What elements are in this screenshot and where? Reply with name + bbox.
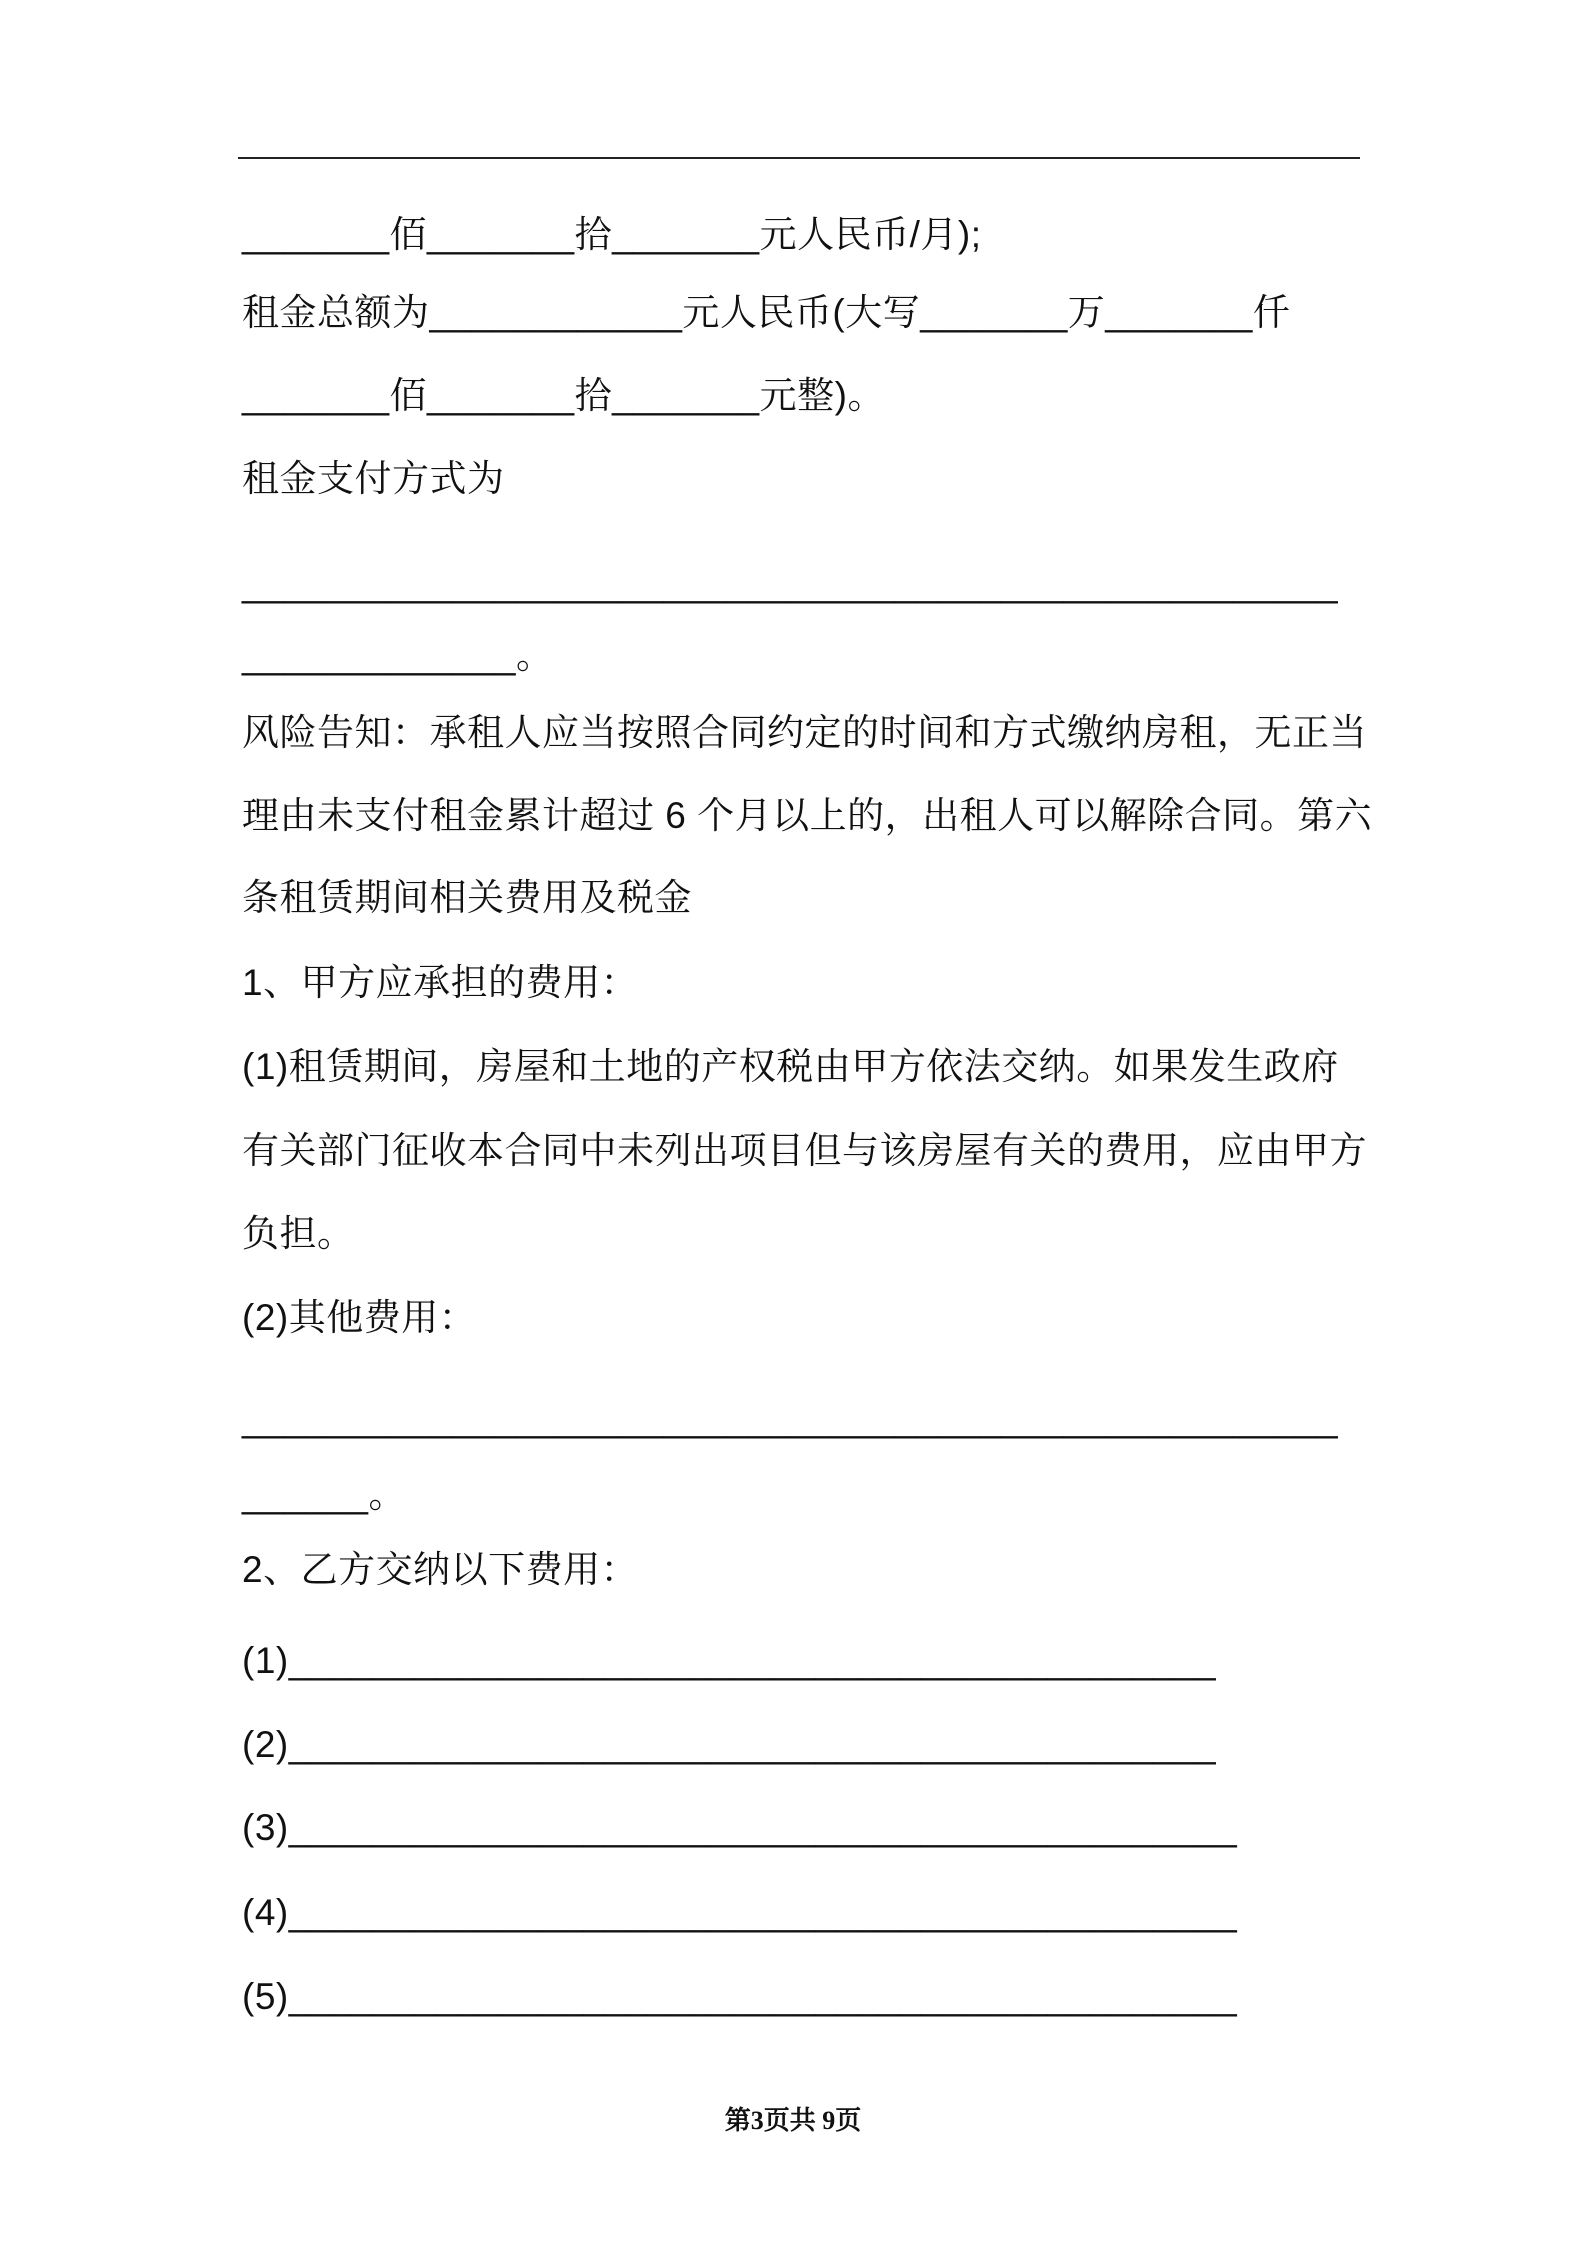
text-line: (1)租赁期间，房屋和土地的产权税由甲方依法交纳。如果发生政府	[242, 1046, 1339, 1087]
text-line: 理由未支付租金累计超过 6 个月以上的，出租人可以解除合同。第六	[242, 795, 1373, 836]
text-line: (2)其他费用：	[242, 1297, 477, 1338]
text-line: 1、甲方应承担的费用：	[242, 962, 639, 1003]
page-number: 第3页共 9页	[724, 2106, 862, 2135]
fee-item-4: (4)_____________________________________________	[242, 1892, 1238, 1933]
blank-line: ____________________________________________________	[242, 1398, 1339, 1439]
text-line: 租金支付方式为	[242, 458, 505, 499]
text-line: 2、乙方交纳以下费用：	[242, 1549, 639, 1590]
text-line: 有关部门征收本合同中未列出项目但与该房屋有关的费用，应由甲方	[242, 1130, 1367, 1171]
blank-line: ____________________________________________________	[242, 563, 1339, 604]
text-line: 条租赁期间相关费用及税金	[242, 877, 692, 918]
text-line: 负担。	[242, 1213, 355, 1254]
text-line: _______佰_______拾_______元人民币/月);	[242, 214, 982, 255]
fee-item-5: (5)_____________________________________________	[242, 1976, 1238, 2017]
blank-line: _____________。	[242, 635, 554, 676]
blank-line: ______。	[242, 1474, 406, 1515]
fee-item-2: (2)____________________________________________	[242, 1724, 1217, 1765]
text-line: 租金总额为____________元人民币(大写_______万_______仟	[242, 292, 1291, 333]
header-rule	[238, 157, 1360, 159]
text-line: 风险告知：承租人应当按照合同约定的时间和方式缴纳房租，无正当	[242, 712, 1367, 753]
text-line: _______佰_______拾_______元整)。	[242, 375, 885, 416]
fee-item-1: (1)____________________________________________	[242, 1640, 1217, 1681]
fee-item-3: (3)_____________________________________________	[242, 1807, 1238, 1848]
